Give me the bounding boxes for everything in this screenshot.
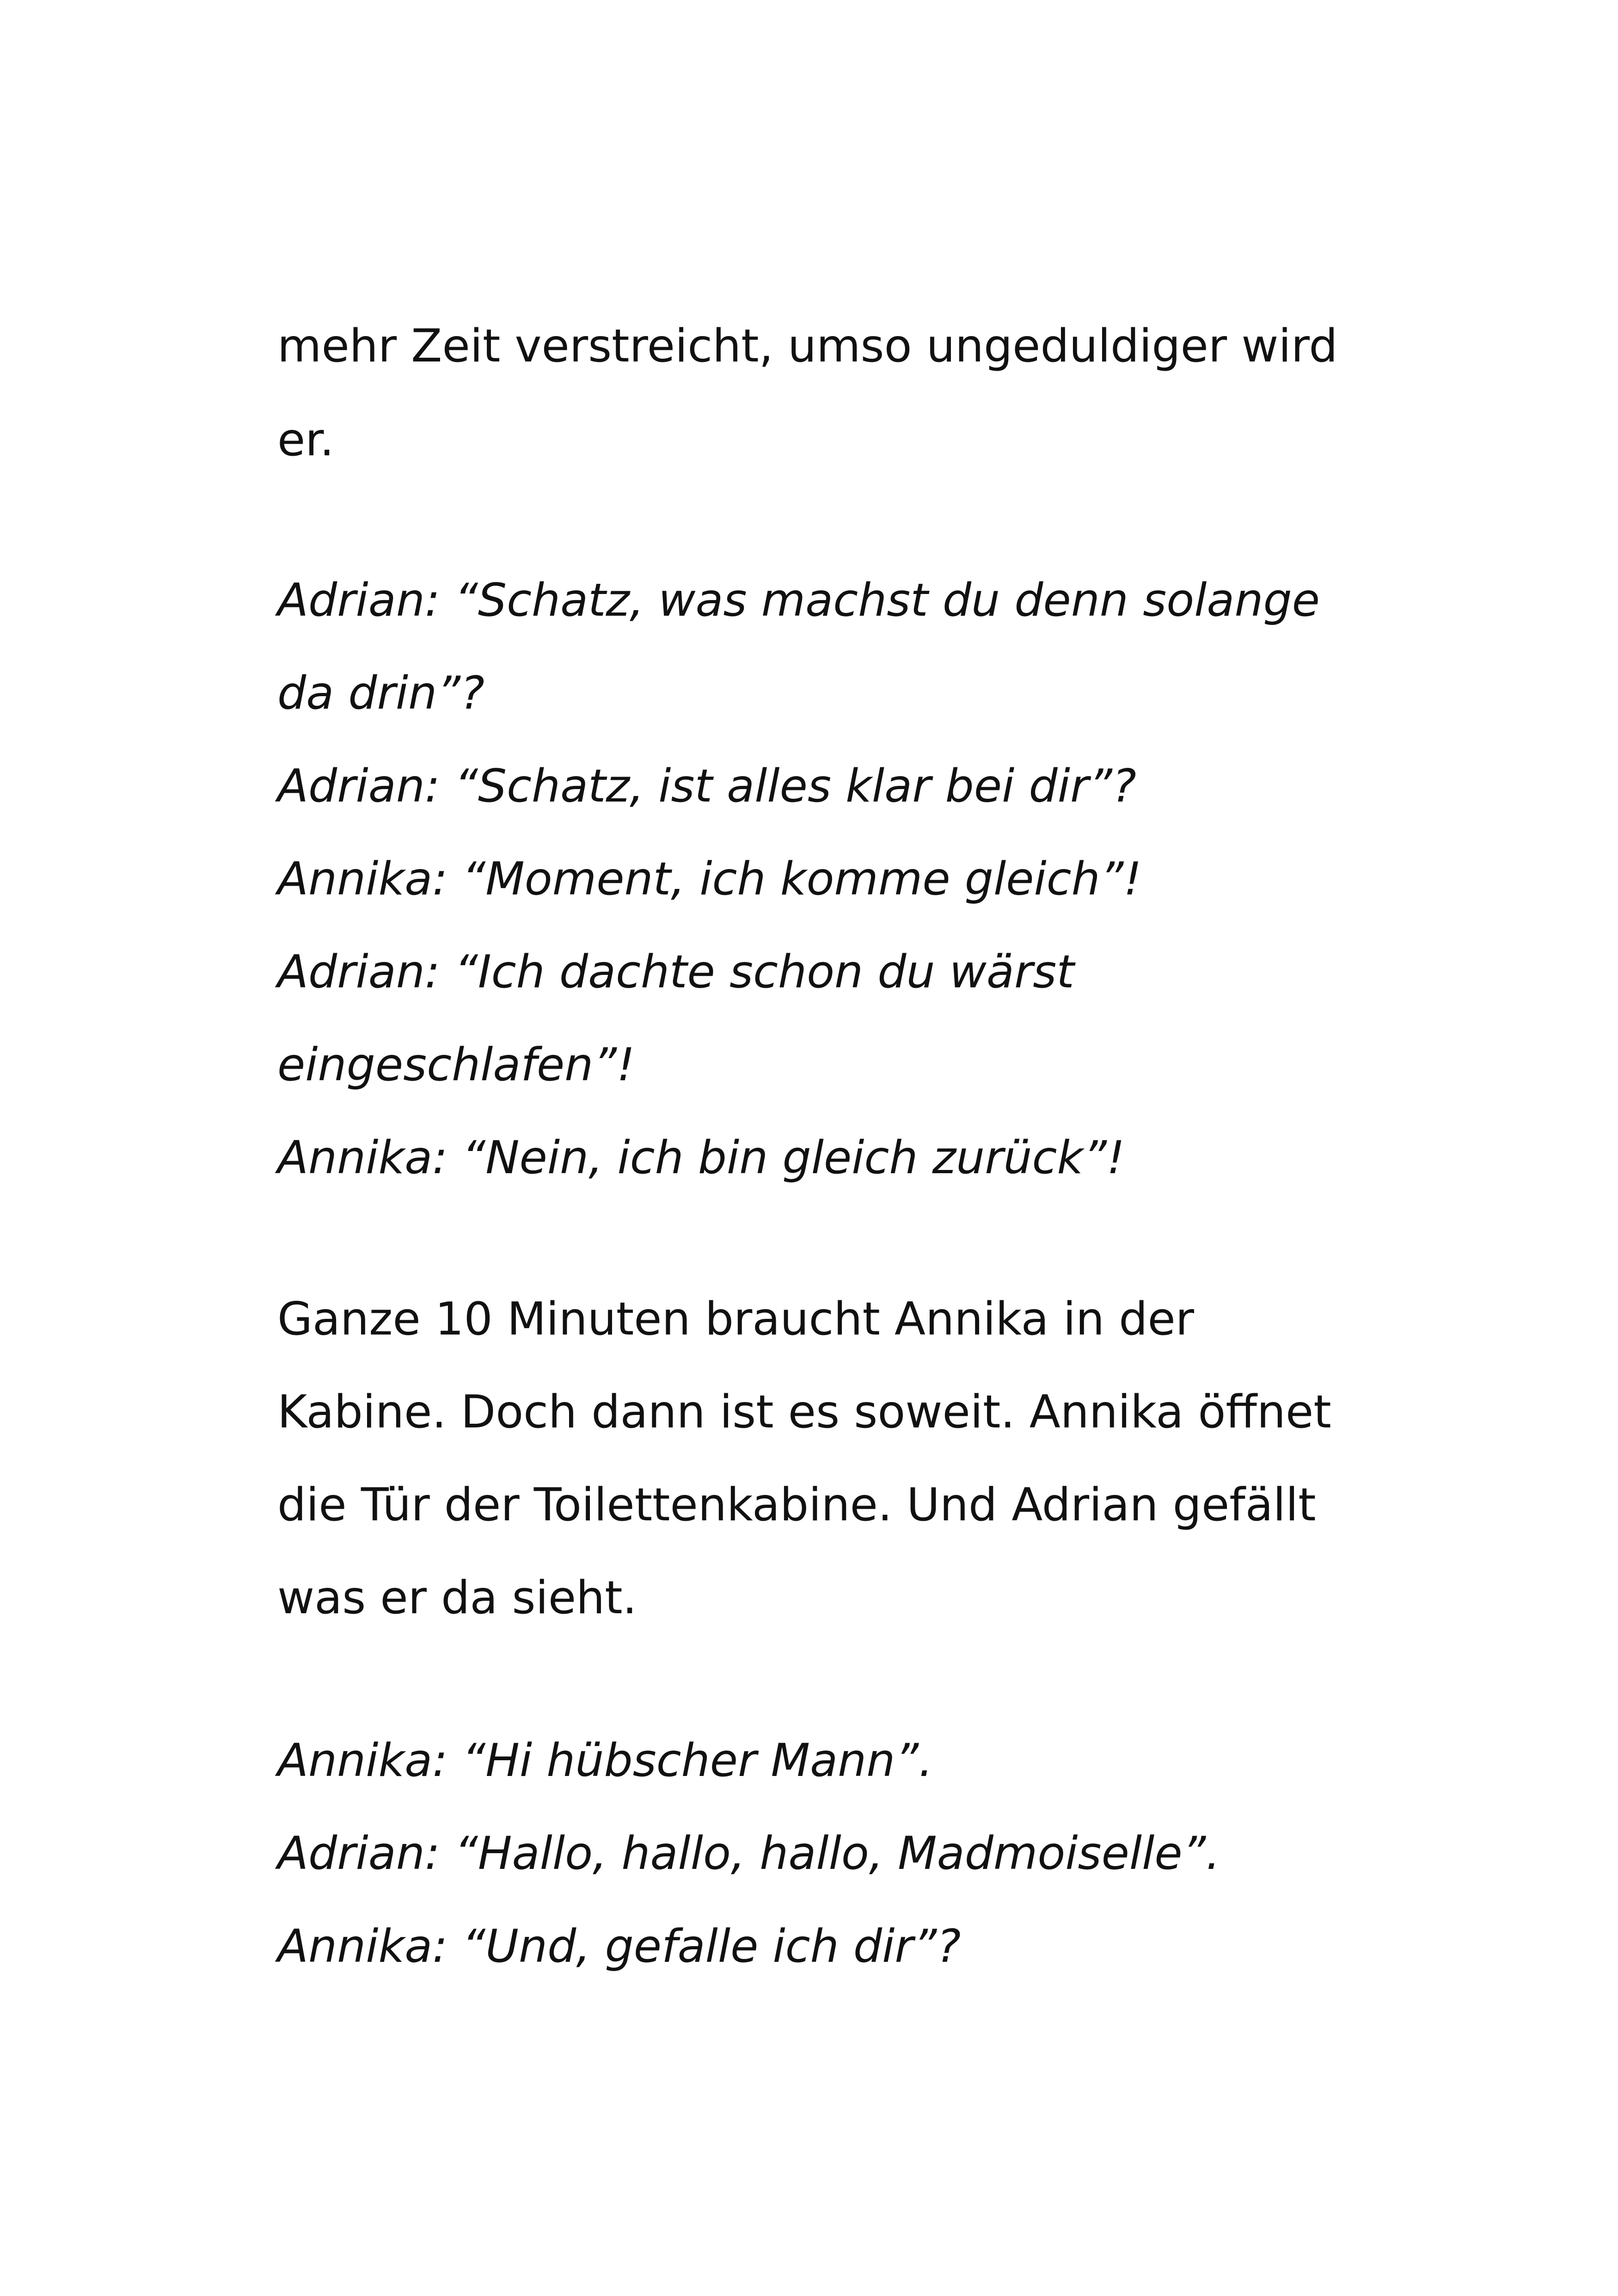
paragraph-line: die Tür der Toilettenkabine. Und Adrian gefällt (277, 1479, 1316, 1531)
paragraph-line: mehr Zeit verstreicht, umso ungeduldiger wird (277, 320, 1338, 373)
paragraph-line: Ganze 10 Minuten braucht Annika in der (277, 1293, 1195, 1346)
paragraph-line: was er da sieht. (277, 1572, 637, 1624)
paragraph-line: Kabine. Doch dann ist es soweit. Annika öffnet (277, 1386, 1331, 1439)
dialogue-line: Annika: “Und, gefalle ich dir”? (277, 1920, 961, 1973)
dialogue-line: Adrian: “Hallo, hallo, hallo, Madmoiselle”. (277, 1827, 1220, 1880)
dialogue-line: Annika: “Hi hübscher Mann”. (277, 1734, 933, 1787)
dialogue-line: Adrian: “Schatz, was machst du denn solange (277, 574, 1320, 627)
dialogue-line: Adrian: “Ich dachte schon du wärst (277, 946, 1074, 998)
dialogue-line: Annika: “Moment, ich komme gleich”! (277, 853, 1142, 906)
dialogue-line: da drin”? (277, 667, 485, 720)
dialogue-line: Annika: “Nein, ich bin gleich zurück”! (277, 1132, 1125, 1184)
dialogue-line: eingeschlafen”! (277, 1039, 635, 1091)
paragraph-line: er. (277, 414, 334, 466)
dialogue-line: Adrian: “Schatz, ist alles klar bei dir”? (277, 760, 1137, 813)
